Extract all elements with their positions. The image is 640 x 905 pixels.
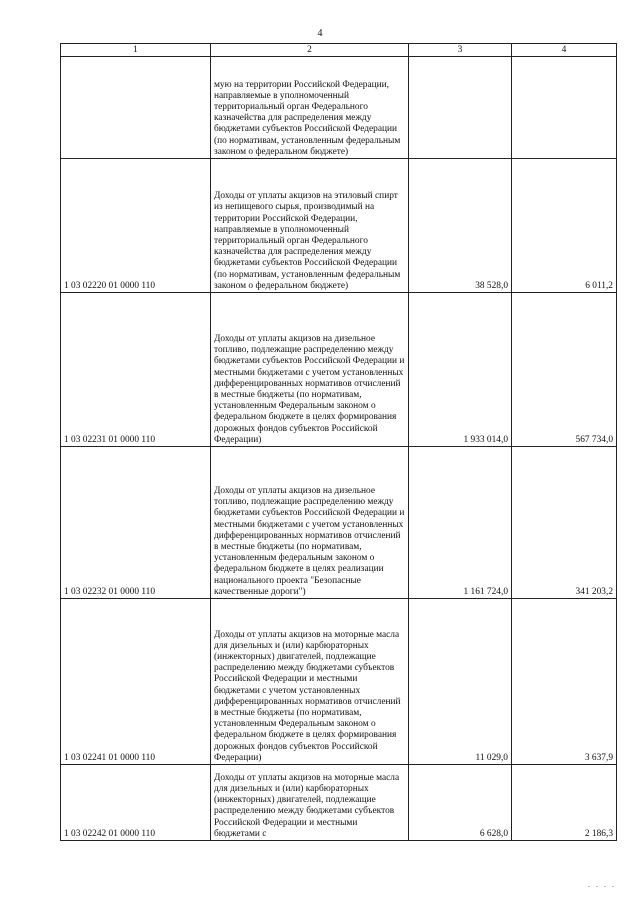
- amount-col3: [409, 57, 512, 159]
- amount-col4: 3 637,9: [512, 599, 617, 765]
- income-description: мую на территории Российской Федерации, направляемые в уполномоченный территориальный орган Федерального казначейства для распределения между бюджетами субъектов Российской Федерации (по нормативам, установленным федеральным законом о федеральном бюджете): [211, 57, 409, 159]
- amount-col3: 1 161 724,0: [409, 447, 512, 599]
- income-description: Доходы от уплаты акцизов на дизельное топливо, подлежащие распределению между бюджетами субъектов Российской Федерации и местными бюджетами с учетом установленных дифференцированных нормативов отчислений в местные бюджеты (по нормативам, установленным федеральным законом о федеральном бюджете в целях реализации национального проекта "Безопасные качественные дороги"): [211, 447, 409, 599]
- income-code: 1 03 02231 01 0000 110: [61, 293, 211, 447]
- table-row: [61, 293, 617, 447]
- column-header-4: 4: [512, 44, 617, 57]
- income-code: 1 03 02220 01 0000 110: [61, 159, 211, 293]
- scan-marks: . . . .: [588, 880, 616, 889]
- budget-table: [60, 43, 617, 841]
- income-description: Доходы от уплаты акцизов на моторные масла для дизельных и (или) карбюраторных (инжекторных) двигателей, подлежащие распределению между бюджетами субъектов Российской Федерации и местными бюджетами с: [211, 765, 409, 841]
- amount-col3: 38 528,0: [409, 159, 512, 293]
- table-row: [61, 159, 617, 293]
- income-code: [61, 57, 211, 159]
- income-description: Доходы от уплаты акцизов на моторные масла для дизельных и (или) карбюраторных (инжекторных) двигателей, подлежащие распределению между бюджетами субъектов Российской Федерации и местными бюджетами с учетом установленных дифференцированных нормативов отчислений в местные бюджеты (по нормативам, установленным Федеральным законом о федеральном бюджете в целях формирования дорожных фондов субъектов Российской Федерации): [211, 599, 409, 765]
- income-description: Доходы от уплаты акцизов на этиловый спирт из непищевого сырья, производимый на территории Российской Федерации, направляемые в уполномоченный территориальный орган Федерального казначейства для распределения между бюджетами субъектов Российской Федерации (по нормативам, установленным федеральным законом о федеральном бюджете): [211, 159, 409, 293]
- income-code: 1 03 02232 01 0000 110: [61, 447, 211, 599]
- income-code: 1 03 02242 01 0000 110: [61, 765, 211, 841]
- column-header-3: 3: [409, 44, 512, 57]
- page-number: 4: [317, 28, 323, 39]
- amount-col3: 11 029,0: [409, 599, 512, 765]
- amount-col4: [512, 57, 617, 159]
- income-description: Доходы от уплаты акцизов на дизельное топливо, подлежащие распределению между бюджетами субъектов Российской Федерации и местными бюджетами с учетом установленных дифференцированных нормативов отчислений в местные бюджеты (по нормативам, установленным Федеральным законом о федеральном бюджете в целях формирования дорожных фондов субъектов Российской Федерации): [211, 293, 409, 447]
- amount-col4: 567 734,0: [512, 293, 617, 447]
- amount-col4: 341 203,2: [512, 447, 617, 599]
- table-header-row: [61, 44, 617, 57]
- column-header-1: 1: [61, 44, 211, 57]
- income-code: 1 03 02241 01 0000 110: [61, 599, 211, 765]
- column-header-2: 2: [211, 44, 409, 57]
- amount-col4: 2 186,3: [512, 765, 617, 841]
- table-row: [61, 57, 617, 159]
- amount-col4: 6 011,2: [512, 159, 617, 293]
- table-row: [61, 447, 617, 599]
- table-row: [61, 765, 617, 841]
- amount-col3: 6 628,0: [409, 765, 512, 841]
- amount-col3: 1 933 014,0: [409, 293, 512, 447]
- table-row: [61, 599, 617, 765]
